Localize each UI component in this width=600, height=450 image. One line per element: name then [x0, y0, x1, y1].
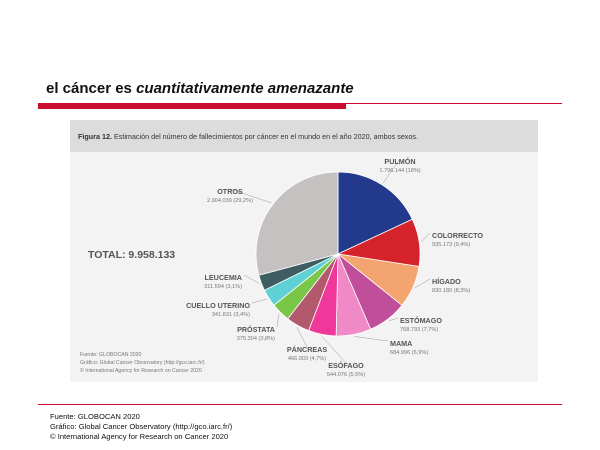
- leader-line: [421, 233, 430, 242]
- figure-source-line-3: © International Agency for Research on Cancer 2020: [80, 368, 202, 374]
- figure-panel: [70, 120, 538, 382]
- slice-value-label: 935.173 (9,4%): [432, 242, 471, 248]
- slide-title: [46, 80, 354, 97]
- slice-value-label: 768.793 (7,7%): [400, 327, 439, 333]
- slide-title-text: el cáncer es: [46, 80, 137, 97]
- footer-rule: [38, 404, 562, 405]
- pie-chart: [70, 120, 538, 382]
- total-label: TOTAL: 9.958.133: [88, 249, 176, 261]
- slice-value-label: 311.594 (3,1%): [204, 284, 242, 290]
- slice-value-label: 1.796.144 (18%): [379, 168, 421, 174]
- leader-line: [354, 336, 388, 341]
- slice-name-label: CUELLO UTERINO: [186, 301, 250, 310]
- leader-line: [277, 314, 279, 327]
- slice-name-label: MAMA: [390, 339, 413, 348]
- slice-value-label: 2.904.039 (29,2%): [206, 198, 254, 204]
- slice-value-label: 830.180 (8,3%): [432, 288, 471, 294]
- slice-name-label: PRÓSTATA: [237, 325, 275, 334]
- slice-value-label: 684.996 (6,9%): [390, 350, 429, 356]
- leader-line: [389, 318, 398, 321]
- figure-caption-text: Estimación del número de fallecimientos por cáncer en el mundo en el año 2020, ambos sexos.: [111, 132, 418, 141]
- footer-line-2: Gráfico: Global Cancer Observatory (http://gco.iarc.fr/): [50, 422, 233, 431]
- footer-source: [50, 412, 232, 442]
- title-underline-bar: [38, 103, 346, 109]
- slice-value-label: 341.831 (3,4%): [211, 312, 250, 318]
- slice-name-label: ESÓFAGO: [328, 361, 364, 370]
- slice-name-label: PÁNCREAS: [286, 345, 328, 354]
- slice-name-label: OTROS: [217, 187, 243, 196]
- leader-line: [252, 299, 267, 303]
- footer-line-3: © International Agency for Research on Cancer 2020: [50, 432, 229, 441]
- slice-name-label: COLORRECTO: [432, 231, 483, 240]
- slice-value-label: 466.003 (4,7%): [287, 356, 327, 362]
- slice-name-label: HÍGADO: [432, 277, 461, 286]
- leader-line: [244, 275, 259, 284]
- leader-line: [415, 279, 430, 288]
- title-underline-rule: [346, 103, 562, 104]
- pie-slices: [256, 172, 420, 336]
- slice-value-label: 375.304 (3,8%): [236, 336, 275, 342]
- slide-title-emphasis: cuantitativamente amenazante: [136, 80, 354, 97]
- figure-source-line-1: Fuente: GLOBOCAN 2020: [80, 352, 142, 358]
- slice-name-label: PULMÓN: [384, 157, 416, 166]
- slice-name-label: ESTÓMAGO: [400, 316, 442, 325]
- slice-value-label: 544.076 (5,5%): [326, 372, 366, 378]
- slice-name-label: LEUCEMIA: [204, 273, 242, 282]
- figure-number: Figura 12.: [78, 132, 112, 141]
- footer-line-1: Fuente: GLOBOCAN 2020: [50, 412, 140, 421]
- figure-source-line-2: Gráfico: Global Cancer Observatory (http://gco.iarc.fr/): [80, 360, 205, 366]
